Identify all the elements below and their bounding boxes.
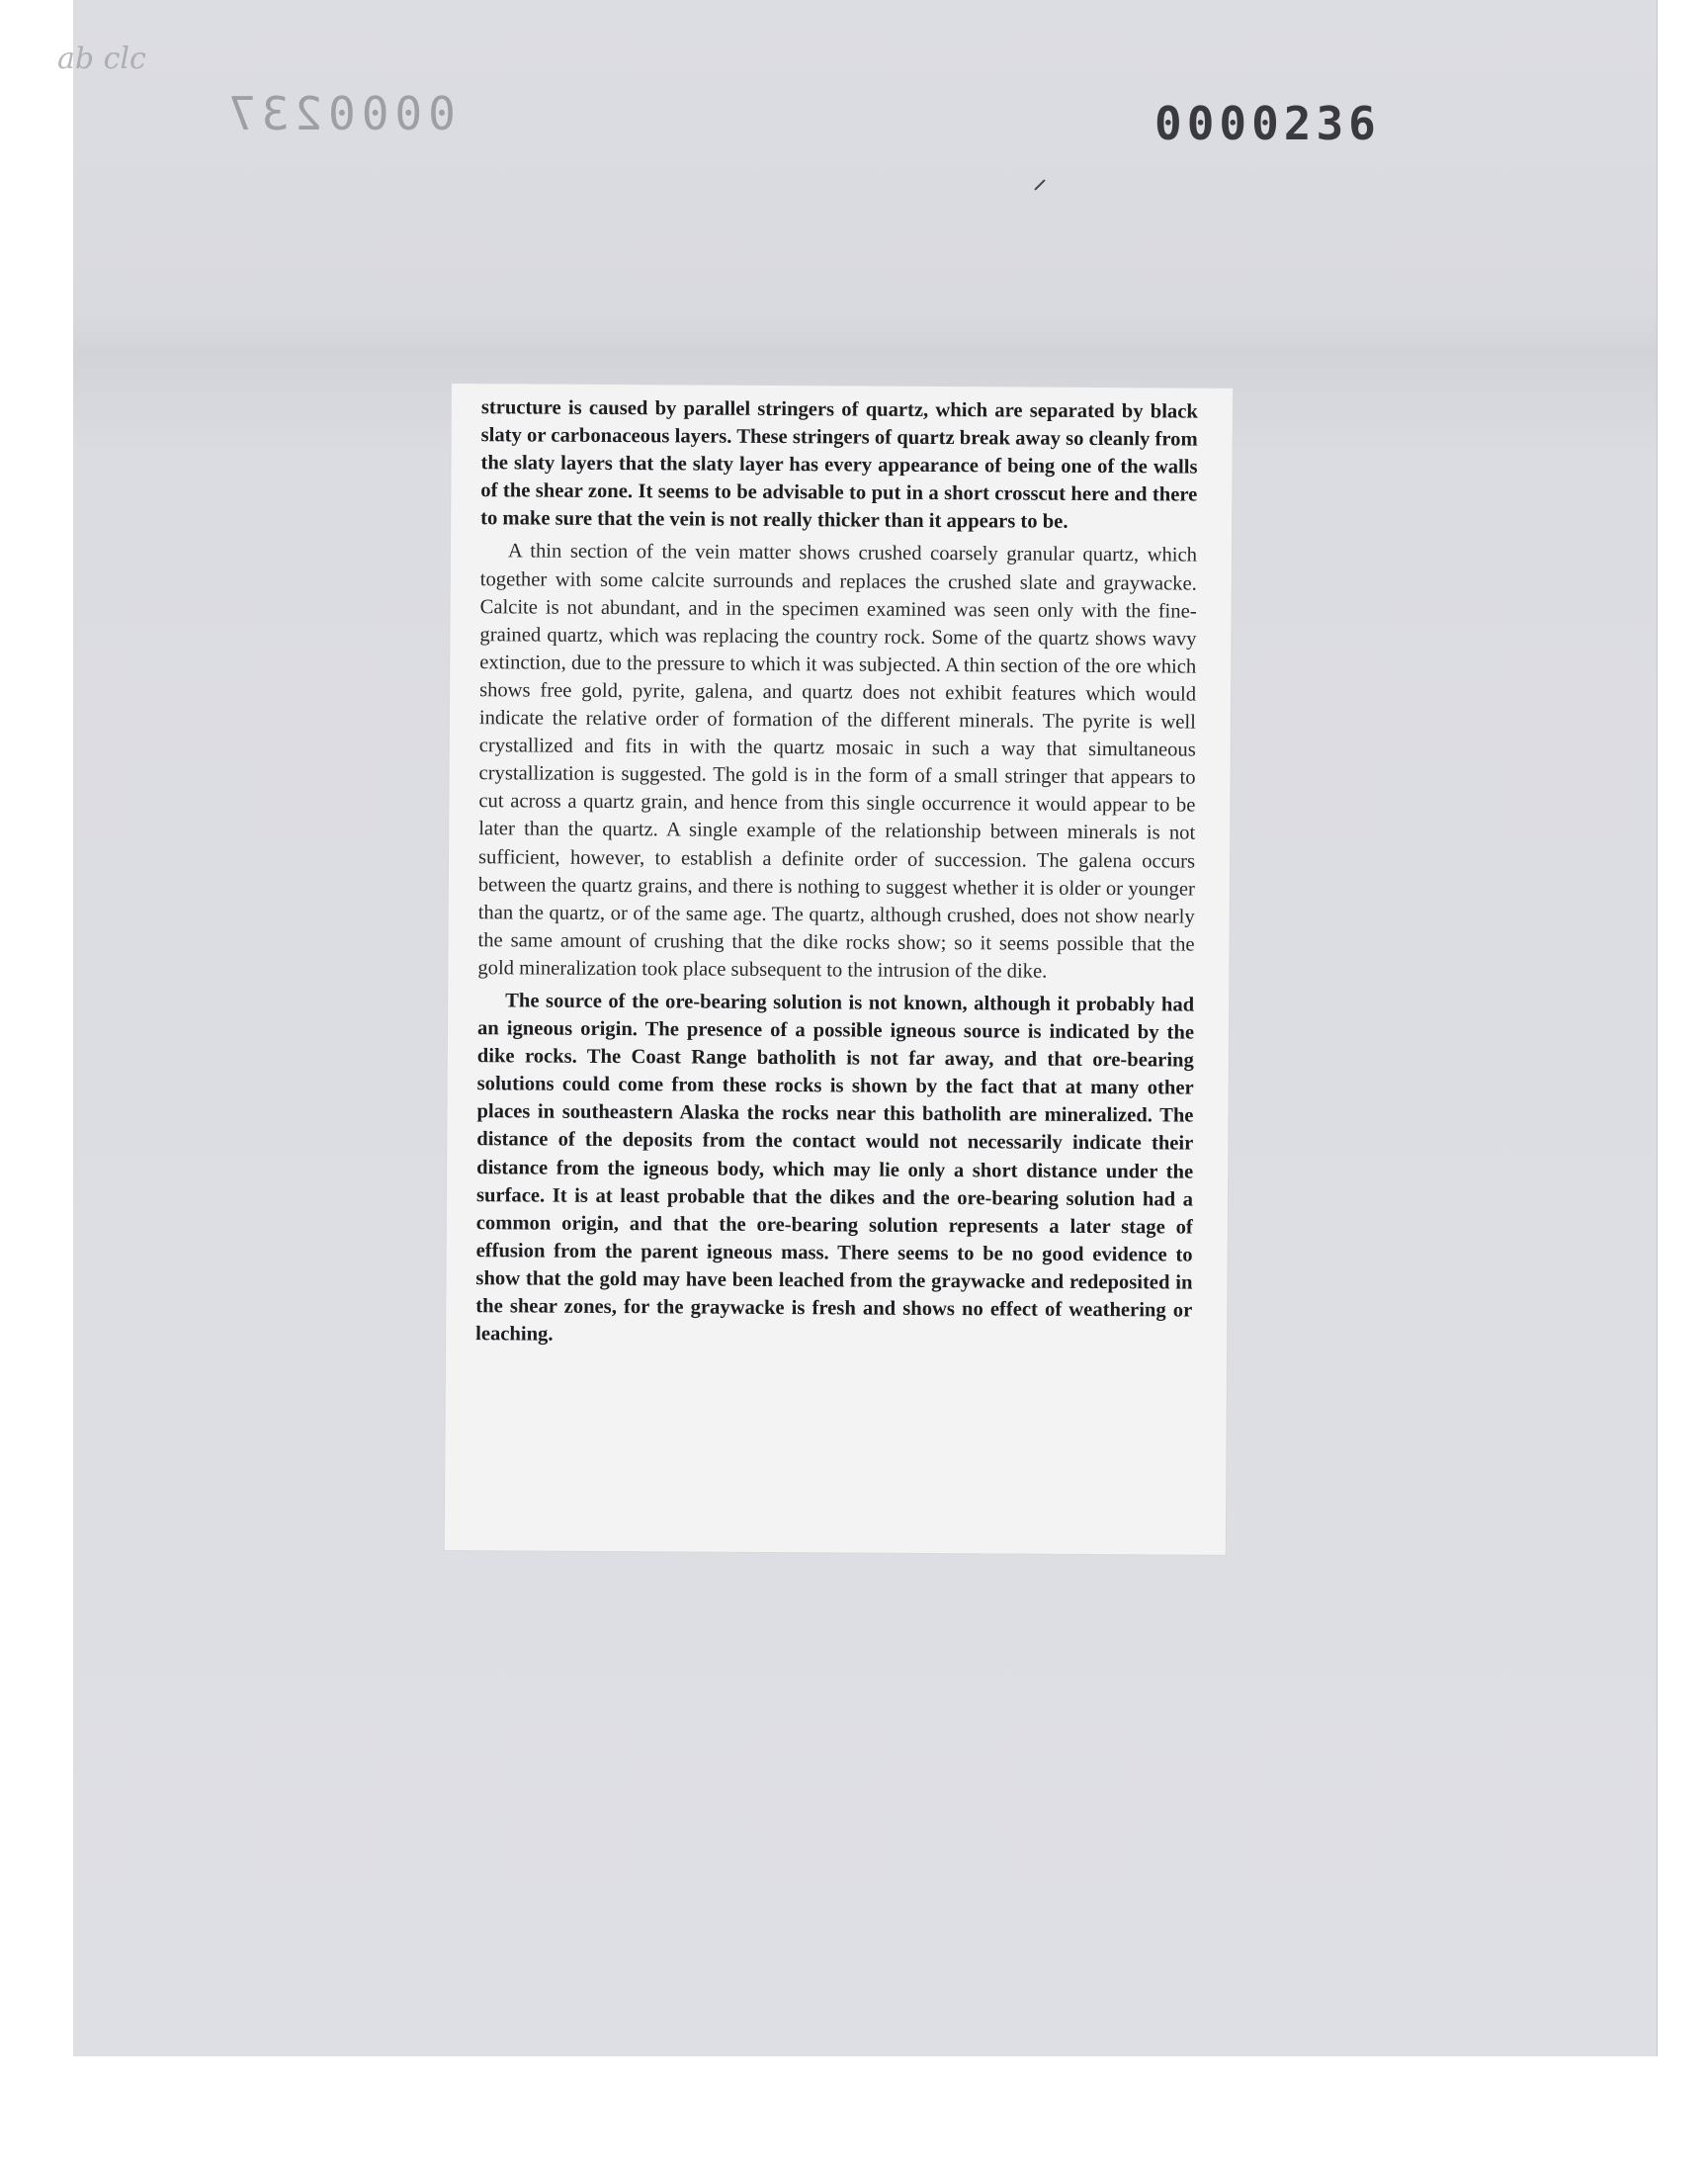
article-text bbox=[475, 393, 1198, 1352]
handwritten-mark-text: ab clc bbox=[57, 42, 146, 76]
bleed-through-page-number: 0000237 bbox=[222, 87, 456, 140]
paragraph-1: structure is caused by parallel stringers of quartz, which are separated by black slaty or carbonaceous layers. These stringers of quartz break away so cleanly from the slaty layers that the slaty layer has every appearance of being one of the walls of the shear zone. It seems to be advisable to put in a short crosscut here and there to make sure that the vein is not really thicker than it appears to be. bbox=[480, 396, 1198, 534]
sheet-bottom-margin bbox=[53, 2056, 1674, 2175]
paragraph-2: A thin section of the vein matter shows crushed coarsely granular quartz, which together with some calcite surrounds and replaces the crushed slate and graywacke. Calcite is not abundant, and in the specimen examined was seen only with the fine-grained quartz, which was replacing the country rock. Some of the quartz shows wavy extinction, due to the pressure to which it was subjected. A thin section of the ore which shows free gold, pyrite, galena, and quartz does not exhibit features which would indicate the relative order of formation of the different minerals. The pyrite is well crystallized and fits in with the quartz mosaic in such a way that simultaneous crystallization is suggested. The gold is in the form of a small stringer that appears to cut across a quartz grain, and hence from this single occurrence it would appear to be later than the quartz. A single example of the relationship between minerals is not sufficient, however, to establish a definite order of succession. The galena occurs between the quartz grains, and there is nothing to suggest whether it is older or younger than the quartz, or of the same age. The quartz, although crushed, does not show nearly the same amount of crushing that the dike rocks show; so it seems possible that the gold mineralization took place subsequent to the intrusion of the dike. bbox=[477, 540, 1198, 983]
article-clipping bbox=[445, 384, 1233, 1555]
paragraph-3: The source of the ore-bearing solution is not known, although it probably had an igneous origin. The presence of a possible igneous source is indicated by the dike rocks. The Coast Range batholith is not far away, and that ore-bearing solutions could come from these rocks is shown by the fact that at many other places in southeastern Alaska the rocks near this batholith are mineralized. The distance of the deposits from the contact would not necessarily indicate their distance from the igneous body, which may lie only a short distance under the surface. It is at least probable that the dikes and the ore-bearing solution had a common origin, and that the ore-bearing solution represents a later stage of effusion from the parent igneous mass. There seems to be no good evidence to show that the gold may have been leached from the graywacke and redeposited in the shear zones, for the graywacke is fresh and shows no effect of weathering or leaching. bbox=[475, 990, 1195, 1346]
page-number: 0000236 bbox=[1154, 97, 1381, 150]
handwritten-mark bbox=[57, 42, 186, 150]
